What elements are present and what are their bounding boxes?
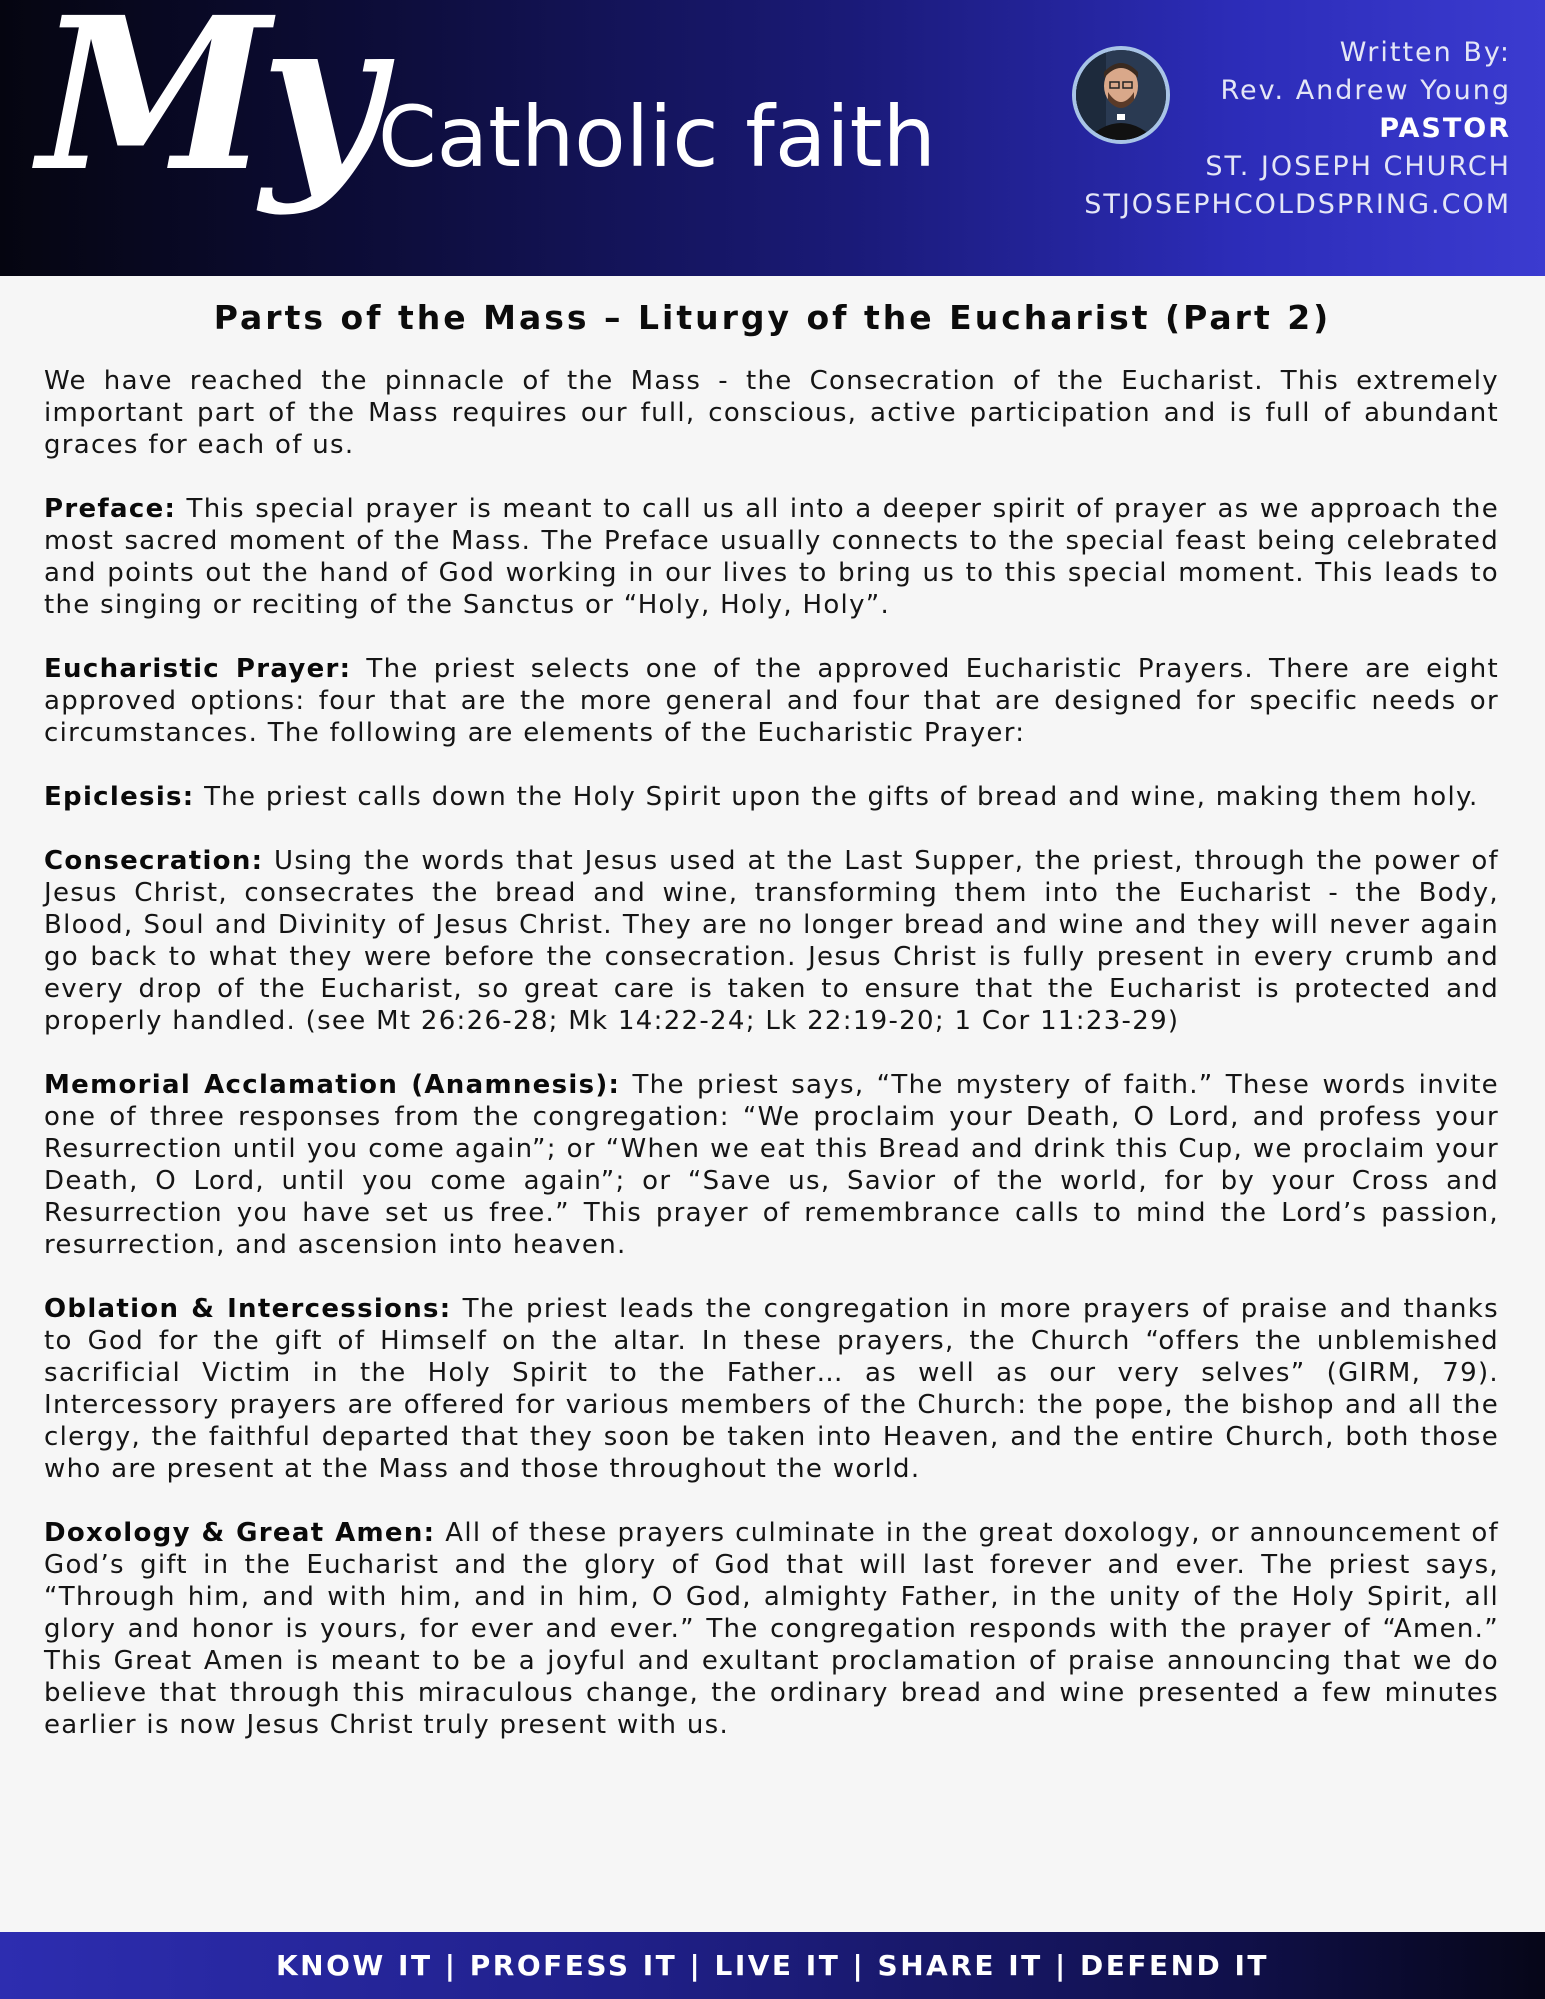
section-label: Oblation & Intercessions: bbox=[44, 1294, 452, 1324]
section-label: Consecration: bbox=[44, 846, 264, 876]
intro-paragraph: We have reached the pinnacle of the Mass - the Consecration of the Eucharist. This extremely important part of the Mass requires our full, conscious, active participation and is full of abundant graces for each of us. bbox=[44, 366, 1499, 460]
section-preface bbox=[44, 493, 1499, 621]
section-eucharistic-prayer bbox=[44, 653, 1499, 749]
written-by-label: Written By: bbox=[1339, 37, 1511, 68]
church-name: ST. JOSEPH CHURCH bbox=[1205, 151, 1511, 182]
footer-banner: KNOW IT | PROFESS IT | LIVE IT | SHARE IT | DEFEND IT bbox=[0, 1932, 1545, 1999]
section-text: The priest says, “The mystery of faith.” These words invite one of three responses from the congregation: “We proclaim your Death, O Lord, and profess your Resurrection until you come again”; or “When we eat this Bread and drink this Cup, we proclaim your Death, O Lord, until you come again”; or “Save us, Savior of the world, for by your Cross and Resurrection you have set us free.” This prayer of remembrance calls to mind the Lord’s passion, resurrection, and ascension into heaven. bbox=[44, 1070, 1499, 1260]
church-website: STJOSEPHCOLDSPRING.COM bbox=[1084, 189, 1511, 220]
section-label: Epiclesis: bbox=[44, 782, 195, 812]
logo-script-text: My bbox=[38, 0, 373, 218]
author-name: Rev. Andrew Young bbox=[1220, 75, 1511, 106]
section-label: Preface: bbox=[44, 494, 177, 524]
section-oblation-intercessions bbox=[44, 1293, 1499, 1485]
section-doxology-great-amen bbox=[44, 1517, 1499, 1741]
section-text: The priest selects one of the approved Eucharistic Prayers. There are eight approved options: four that are the more general and four that are designed for specific needs or circumstances. The following are elements of the Eucharistic Prayer: bbox=[44, 654, 1499, 748]
page-title: Parts of the Mass – Liturgy of the Eucharist (Part 2) bbox=[213, 298, 1332, 337]
section-text: Using the words that Jesus used at the Last Supper, the priest, through the power of Jesus Christ, consecrates the bread and wine, transforming them into the Eucharist - the Body, Blood, Soul and Divinity of Jesus Christ. They are no longer bread and wine and they will never again go back to what they were before the consecration. Jesus Christ is fully present in every crumb and every drop of the Eucharist, so great care is taken to ensure that the Eucharist is protected and properly handled. (see Mt 26:26-28; Mk 14:22-24; Lk 22:19-20; 1 Cor 11:23-29) bbox=[44, 846, 1499, 1036]
section-memorial-acclamation bbox=[44, 1069, 1499, 1261]
section-consecration bbox=[44, 845, 1499, 1037]
section-label: Eucharistic Prayer: bbox=[44, 654, 352, 684]
author-block bbox=[1084, 34, 1511, 224]
author-title: PASTOR bbox=[1379, 113, 1511, 144]
section-label: Memorial Acclamation (Anamnesis): bbox=[44, 1070, 621, 1100]
section-epiclesis bbox=[44, 781, 1499, 813]
section-text: The priest calls down the Holy Spirit upon the gifts of bread and wine, making them holy. bbox=[194, 782, 1479, 812]
logo-text: Catholic faith bbox=[378, 88, 936, 186]
section-text: This special prayer is meant to call us all into a deeper spirit of prayer as we approach the most sacred moment of the Mass. The Preface usually connects to the special feast being celebrated and points out the hand of God working in our lives to bring us to this special moment. This leads to the singing or reciting of the Sanctus or “Holy, Holy, Holy”. bbox=[44, 494, 1499, 620]
article-body bbox=[44, 365, 1499, 1773]
header-banner bbox=[0, 0, 1545, 276]
section-label: Doxology & Great Amen: bbox=[44, 1518, 436, 1548]
section-text: The priest leads the congregation in more prayers of praise and thanks to God for the gift of Himself on the altar. In these prayers, the Church “offers the unblemished sacrificial Victim in the Holy Spirit to the Father… as well as our very selves” (GIRM, 79). Intercessory prayers are offered for various members of the Church: the pope, the bishop and all the clergy, the faithful departed that they soon be taken into Heaven, and the entire Church, both those who are present at the Mass and those throughout the world. bbox=[44, 1294, 1499, 1484]
section-text: All of these prayers culminate in the great doxology, or announcement of God’s gift in the Eucharist and the glory of God that will last forever and ever. The priest says, “Through him, and with him, and in him, O God, almighty Father, in the unity of the Holy Spirit, all glory and honor is yours, for ever and ever.” The congregation responds with the prayer of “Amen.” This Great Amen is meant to be a joyful and exultant proclamation of praise announcing that we do believe that through this miraculous change, the ordinary bread and wine presented a few minutes earlier is now Jesus Christ truly present with us. bbox=[44, 1518, 1499, 1740]
